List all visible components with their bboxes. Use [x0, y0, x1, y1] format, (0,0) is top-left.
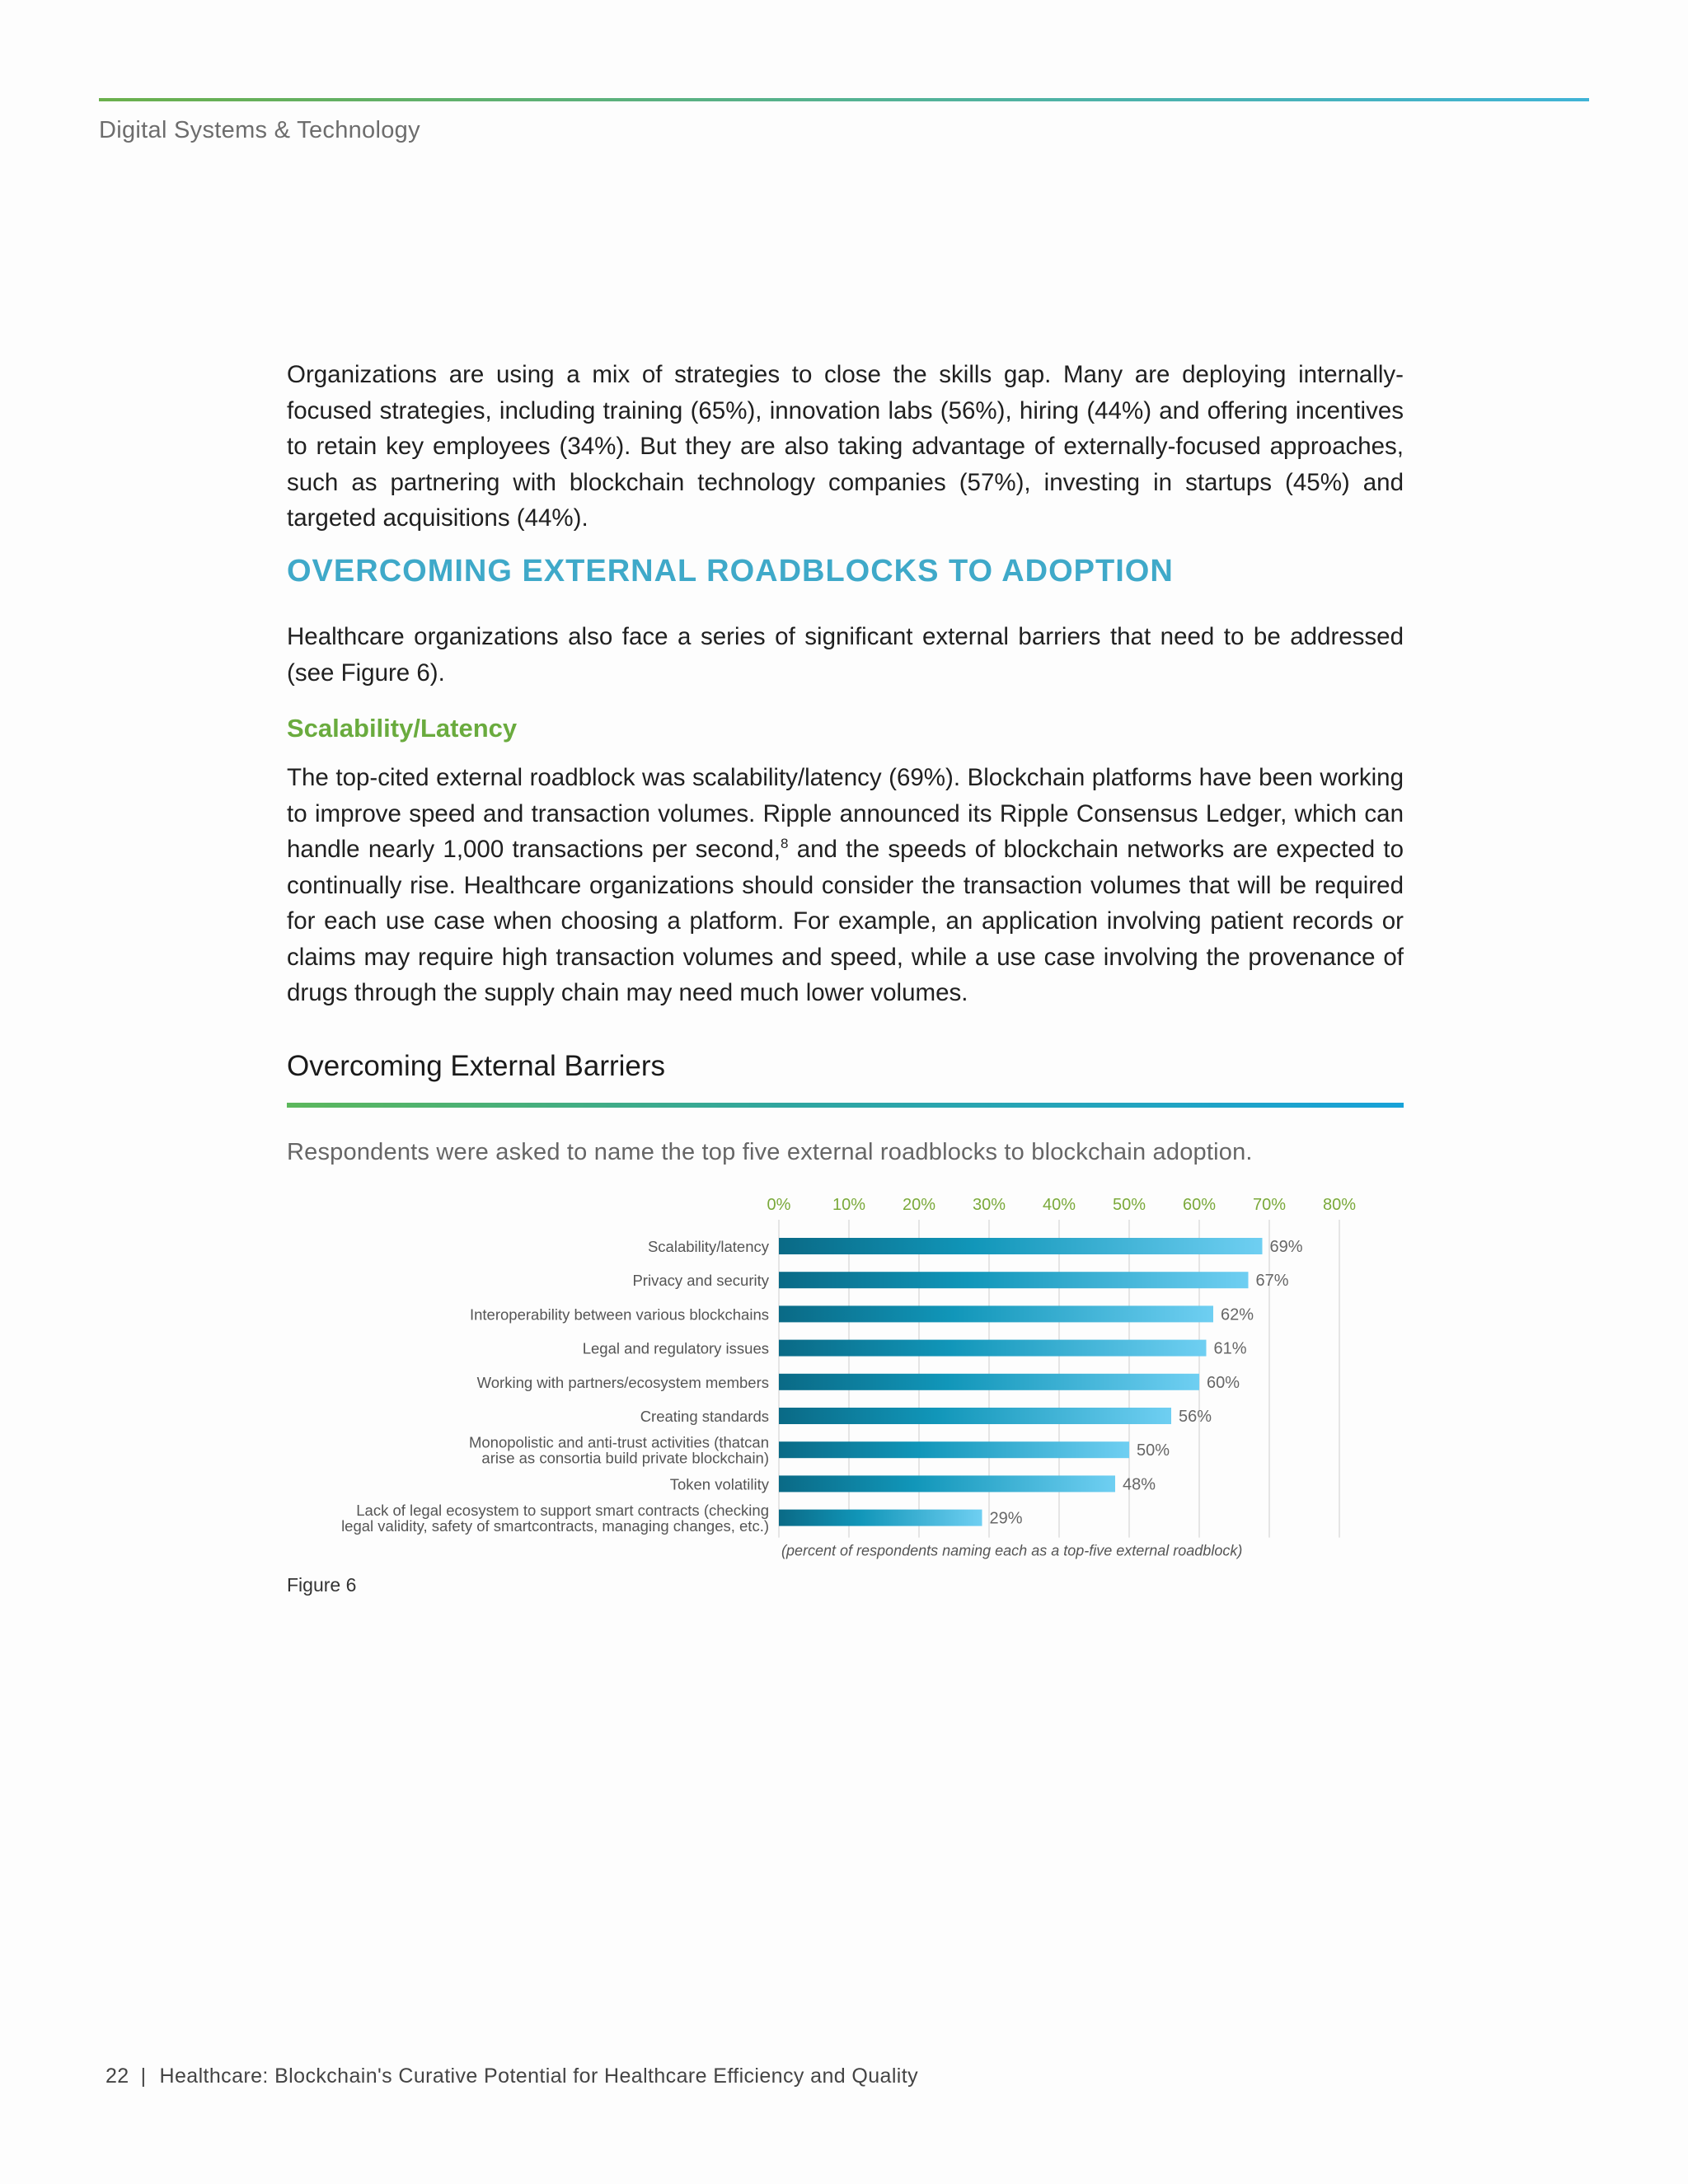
- value-label: 29%: [989, 1509, 1023, 1528]
- footer-title: Healthcare: Blockchain's Curative Potential for Healthcare Efficiency and Quality: [159, 2064, 919, 2088]
- category-label: Interoperability between various blockchains: [469, 1305, 769, 1324]
- chart-svg: [280, 1192, 1385, 1563]
- x-tick-label: 70%: [1252, 1196, 1287, 1214]
- value-label: 50%: [1137, 1441, 1170, 1460]
- x-tick-label: 50%: [1112, 1196, 1146, 1214]
- x-tick-label: 30%: [972, 1196, 1006, 1214]
- body-part-1: The top-cited external roadblock was scalability/latency (69%). Blockchain platforms have been working to improve speed and transaction volumes. Ripple announced its Ripple Consensus Ledger, which can handle nearly 1,000 transactions per second,: [287, 764, 1404, 863]
- intro-block: [287, 357, 1404, 537]
- category-label: arise as consortia build private blockchain): [481, 1449, 769, 1467]
- bar: [779, 1374, 1199, 1390]
- x-tick-label: 0%: [767, 1196, 791, 1214]
- header-rule: [99, 98, 1589, 101]
- figure-title: Overcoming External Barriers: [287, 1050, 666, 1082]
- category-label: legal validity, safety of smartcontracts, managing changes, etc.): [341, 1517, 769, 1535]
- x-axis-label: (percent of respondents naming each as a top-five external roadblock): [781, 1542, 1243, 1559]
- body-paragraph: [287, 760, 1404, 1011]
- intro-paragraph: Organizations are using a mix of strategies to close the skills gap. Many are deploying internally-focused strategies, including training (65%), innovation labs (56%), hiring (44%) and offering incentives to retain key employees (34%). But they are also taking advantage of externally-focused approaches, such as partnering with blockchain technology companies (57%), investing in startups (45%) and targeted acquisitions (44%).: [287, 361, 1404, 532]
- barriers-chart: [280, 1192, 1385, 1563]
- x-tick-label: 60%: [1182, 1196, 1217, 1214]
- category-label: Scalability/latency: [647, 1238, 769, 1255]
- section-label: Digital Systems & Technology: [99, 117, 420, 143]
- x-tick-label: 10%: [832, 1196, 866, 1214]
- x-tick-label: 80%: [1322, 1196, 1357, 1214]
- page-footer: [106, 2064, 918, 2088]
- value-label: 62%: [1221, 1305, 1254, 1324]
- bar: [779, 1408, 1171, 1424]
- value-label: 69%: [1269, 1238, 1303, 1256]
- bar: [779, 1238, 1263, 1254]
- category-label: Token volatility: [669, 1475, 769, 1493]
- body-block: [287, 760, 1404, 1011]
- body-part-2: and the speeds of blockchain networks are expected to continually rise. Healthcare organizations should consider the transaction volumes that will be required for each use case when choosing a platform. For example, an application involving patient records or claims may require high transaction volumes and speed, while a use case involving the provenance of drugs through the supply chain may need much lower volumes.: [287, 836, 1404, 1006]
- x-tick-label: 40%: [1042, 1196, 1076, 1214]
- value-label: 67%: [1255, 1272, 1289, 1291]
- footer-separator: |: [140, 2064, 147, 2088]
- category-label: Privacy and security: [632, 1272, 769, 1290]
- value-label: 56%: [1179, 1408, 1212, 1426]
- heading-paragraph: Healthcare organizations also face a series of significant external barriers that need to be addressed (see Figure 6).: [287, 623, 1404, 687]
- category-label: Working with partners/ecosystem members: [476, 1373, 769, 1391]
- heading-paragraph-block: [287, 619, 1404, 691]
- category-label: Legal and regulatory issues: [582, 1339, 769, 1357]
- value-label: 61%: [1213, 1339, 1247, 1358]
- subheading: Scalability/Latency: [287, 714, 518, 743]
- value-label: 60%: [1207, 1373, 1240, 1392]
- bar: [779, 1475, 1115, 1492]
- x-tick-label: 20%: [902, 1196, 936, 1214]
- bar: [779, 1441, 1129, 1458]
- bar: [779, 1272, 1249, 1288]
- category-label: Monopolistic and anti-trust activities (thatcan: [468, 1433, 769, 1451]
- figure-subtitle: Respondents were asked to name the top five external roadblocks to blockchain adoption.: [287, 1139, 1253, 1165]
- page-number: 22: [106, 2064, 129, 2088]
- figure-rule: [287, 1103, 1404, 1108]
- bar: [779, 1340, 1207, 1357]
- value-label: 48%: [1123, 1475, 1156, 1494]
- bar: [779, 1305, 1213, 1322]
- footnote-ref[interactable]: 8: [780, 836, 789, 852]
- category-label: Creating standards: [640, 1408, 769, 1425]
- category-label: Lack of legal ecosystem to support smart contracts (checking: [356, 1502, 769, 1520]
- bar: [779, 1510, 982, 1526]
- section-heading: OVERCOMING EXTERNAL ROADBLOCKS TO ADOPTION: [287, 554, 1174, 588]
- figure-label: Figure 6: [287, 1574, 357, 1596]
